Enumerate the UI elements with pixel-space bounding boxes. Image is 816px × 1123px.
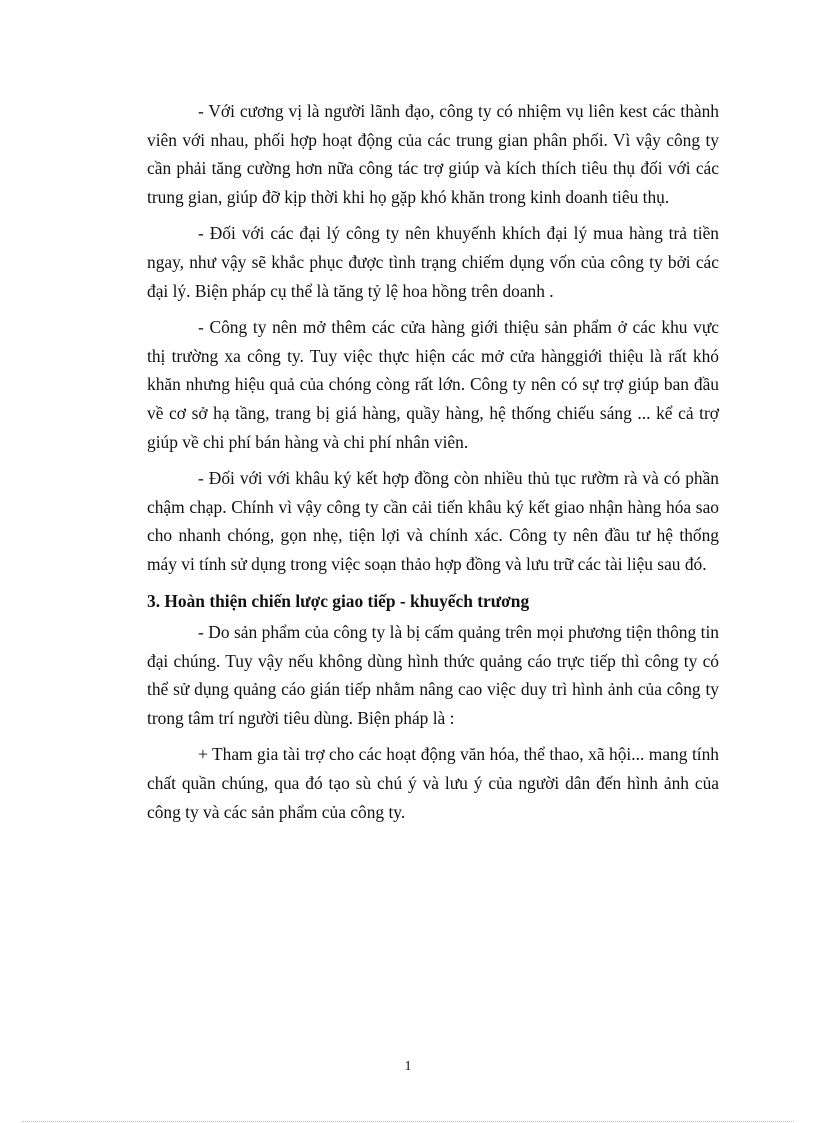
paragraph-sponsorship: + Tham gia tài trợ cho các hoạt động văn hóa, thể thao, xã hội... mang tính chất quần chúng, qua đó tạo sù chú ý và lưu ý của người dân đến hình ảnh của công ty và các sản phẩm của công ty.	[147, 744, 719, 822]
paragraph-advertising-ban: - Do sản phẩm của công ty là bị cấm quảng trên mọi phương tiện thông tin đại chúng. Tuy vậy nếu không dùng hình thức quảng cáo trực tiếp thì công ty có thể sử dụng quảng cáo gián tiếp nhằm nâng cao việc duy trì hình ảnh của công ty trong tâm trí người tiêu dùng. Biện pháp là :	[147, 622, 719, 728]
page-number: 1	[404, 1059, 412, 1074]
paragraph-contract-process: - Đối với với khâu ký kết hợp đồng còn nhiều thủ tục rườm rà và có phần chậm chạp. Chính vì vậy công ty cần cải tiến khâu ký kết giao nhận hàng hóa sao cho nhanh chóng, gọn nhẹ, tiện lợi và chính xác. Công ty nên đầu tư hệ thống máy vi tính sử dụng trong việc soạn thảo hợp đồng và lưu trữ các tài liệu sau đó.	[147, 468, 719, 574]
page-divider	[22, 1121, 794, 1122]
paragraph-leadership-role: - Với cương vị là người lãnh đạo, công ty có nhiệm vụ liên kest các thành viên với nhau, phối hợp hoạt động của các trung gian phân phối. Vì vậy công ty cần phải tăng cường hơn nữa công tác trợ giúp và kích thích tiêu thụ đối với các trung gian, giúp đỡ kịp thời khi họ gặp khó khăn trong kinh doanh tiêu thụ.	[147, 101, 719, 207]
paragraph-showroom-expansion: - Công ty nên mở thêm các cửa hàng giới thiệu sản phẩm ở các khu vực thị trường xa công ty. Tuy việc thực hiện các mở cửa hànggiới thiệu là rất khó khăn nhưng hiệu quả của chóng còng rất lớn. Công ty nên có sự trợ giúp ban đầu về cơ sở hạ tầng, trang bị giá hàng, quầy hàng, hệ thống chiếu sáng ... kể cả trợ giúp về chi phí bán hàng và chi phí nhân viên.	[147, 317, 719, 452]
section-heading: 3. Hoàn thiện chiến lược giao tiếp - khuyếch trương	[147, 590, 530, 611]
paragraph-agents-payment: - Đối với các đại lý công ty nên khuyếnh khích đại lý mua hàng trả tiền ngay, như vậy sẽ khắc phục được tình trạng chiếm dụng vốn của công ty bởi các đại lý. Biện pháp cụ thể là tăng tỷ lệ hoa hồng trên doanh .	[147, 223, 719, 301]
page-content	[147, 97, 719, 834]
